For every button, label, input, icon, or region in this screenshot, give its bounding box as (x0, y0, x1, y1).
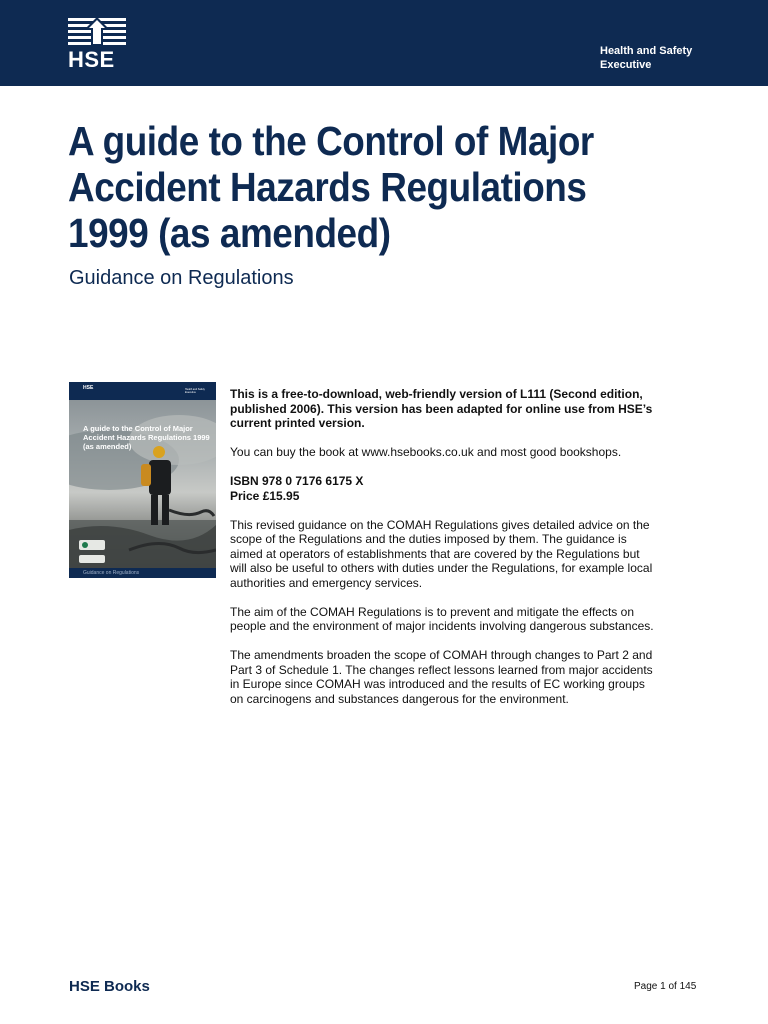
hse-logo (68, 16, 126, 72)
cover-image (69, 382, 216, 578)
body-paragraph (230, 648, 700, 706)
text-line: The aim of the COMAH Regulations is to prevent and mitigate the effects on (230, 604, 634, 619)
main-text (230, 387, 700, 706)
buy-notice (230, 445, 700, 460)
footer-publisher: HSE Books (69, 978, 150, 995)
document-title (68, 118, 644, 256)
title-line: 1999 (as amended) (68, 210, 391, 256)
text-line: This is a free-to-download, web-friendly version of L111 (Second edition, (230, 387, 643, 401)
page-number: Page 1 of 145 (634, 981, 697, 992)
text-line: Part 3 of Schedule 1. The changes reflect lessons learned from major accidents (230, 662, 653, 677)
text-line: current printed version. (230, 416, 365, 430)
header-bar (0, 0, 768, 86)
org-name-line: Health and Safety (600, 45, 693, 57)
text-line: authorities and emergency services. (230, 575, 423, 590)
text-line: You can buy the book at www.hsebooks.co.uk and most good bookshops. (230, 445, 622, 459)
text-line: in Europe since COMAH was introduced and the results of EC working groups (230, 677, 645, 691)
cover-header (69, 382, 216, 400)
text-line: This revised guidance on the COMAH Regulations gives detailed advice on the (230, 517, 650, 532)
text-line: will also be useful to others with duties under the Regulations, for example local (230, 561, 653, 575)
cover-title-line: (as amended) (83, 442, 132, 451)
cover-footer (69, 568, 216, 578)
org-name (600, 44, 730, 72)
text-line: The amendments broaden the scope of COMAH through changes to Part 2 and (230, 648, 653, 662)
org-name-line: Executive (600, 59, 652, 71)
text-line: scope of the Regulations and the duties imposed by them. The guidance is (230, 532, 627, 546)
title-line: Accident Hazards Regulations (68, 164, 587, 210)
cover-org: Health and Safety Executive (185, 388, 205, 394)
cover-logo: HSE (83, 385, 94, 391)
cover-title (83, 424, 213, 451)
hse-logo-text: HSE (68, 47, 115, 72)
text-line: on carcinogens and substances dangerous for the environment. (230, 691, 569, 706)
cover-title-line: Accident Hazards Regulations 1999 (83, 433, 210, 442)
body-paragraph (230, 518, 700, 591)
title-line: A guide to the Control of Major (68, 118, 594, 164)
body-paragraph (230, 605, 700, 634)
cover-footer-text: Guidance on Regulations (83, 570, 140, 576)
cover-photo (69, 400, 216, 568)
text-line: people and the environment of major incidents involving dangerous substances. (230, 619, 654, 633)
text-line: aimed at operators of establishments that are covered by the Regulations but (230, 546, 640, 561)
isbn: ISBN 978 0 7176 6175 X (230, 474, 364, 488)
hse-crown-icon (68, 16, 126, 48)
intro-notice (230, 387, 700, 431)
price: Price £15.95 (230, 488, 300, 503)
cover-title-line: A guide to the Control of Major (83, 424, 193, 433)
document-subtitle: Guidance on Regulations (69, 267, 294, 289)
isbn-price (230, 474, 700, 503)
text-line: published 2006). This version has been adapted for online use from HSE’s (230, 401, 653, 416)
